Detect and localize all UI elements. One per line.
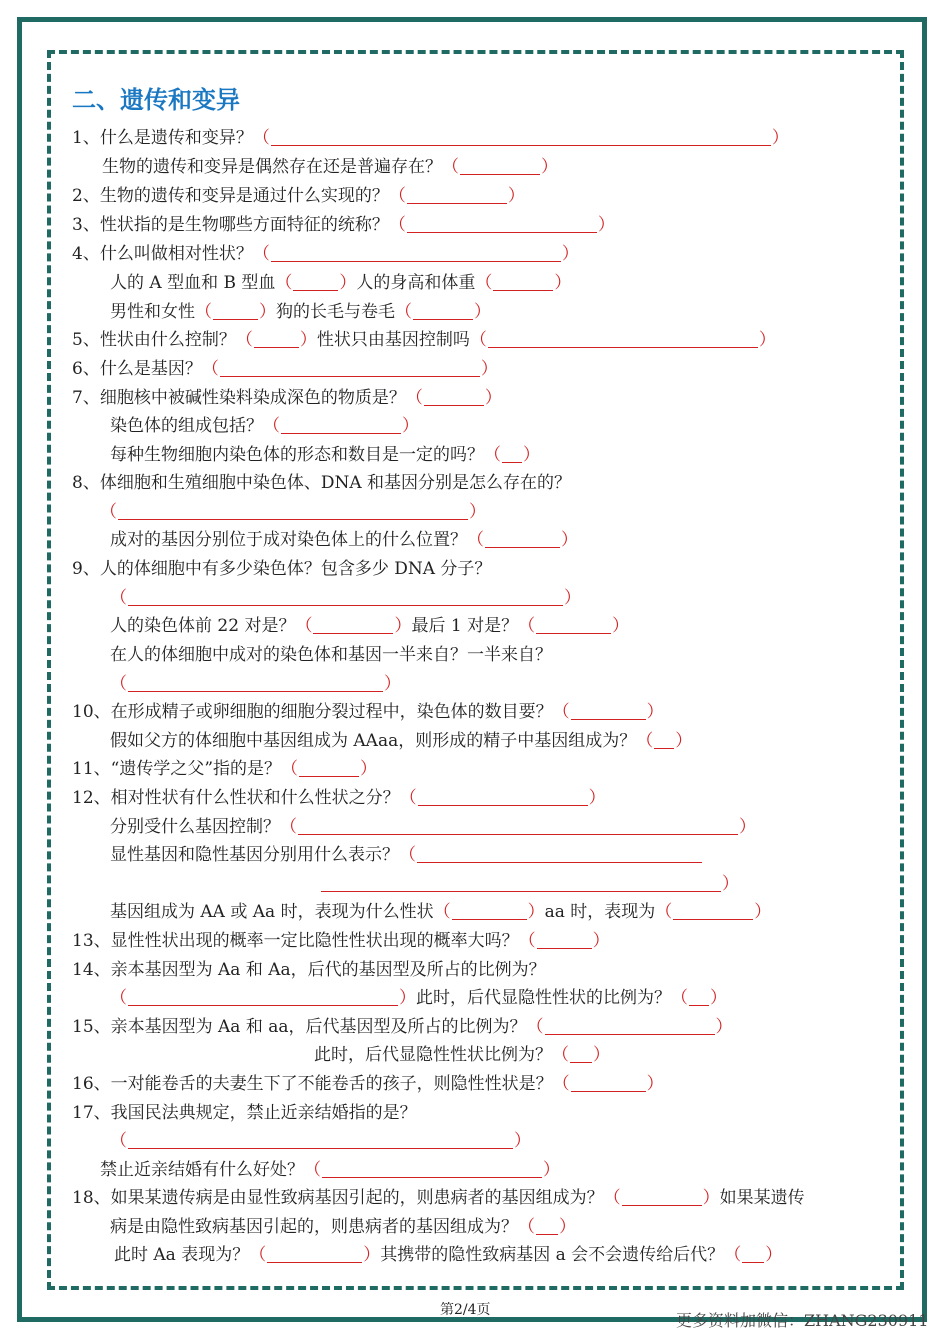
answer-paren-close: ） (299, 330, 317, 350)
answer-paren-open: （ (552, 702, 570, 722)
answer-paren-close: ） (715, 1017, 733, 1037)
answer-paren-open: （ (249, 1245, 267, 1265)
question-line (110, 300, 491, 324)
question-text: 9、人的体细胞中有多少染色体？包含多少 DNA 分子？ (72, 559, 492, 579)
question-text: 8、体细胞和生殖细胞中染色体、DNA 和基因分别是怎么存在的？ (72, 473, 572, 493)
answer-blank[interactable] (460, 156, 540, 175)
answer-paren-open: （ (671, 988, 688, 1008)
answer-paren-open: （ (263, 416, 280, 436)
answer-blank[interactable] (571, 1073, 646, 1092)
answer-paren-close: ） (739, 817, 756, 837)
question-line (72, 1015, 733, 1039)
answer-paren-open: （ (552, 1045, 569, 1065)
answer-paren-open: （ (724, 1245, 742, 1265)
question-line (72, 1186, 805, 1210)
question-line (72, 357, 498, 381)
question-line (72, 757, 377, 781)
question-line (110, 1215, 576, 1239)
question-text: 6、什么是基因？ (72, 359, 202, 379)
question-line (110, 729, 692, 753)
answer-paren-open: （ (469, 330, 487, 350)
answer-paren-close: ） (259, 302, 276, 322)
question-text: 此时 Aa 表现为？ (114, 1245, 250, 1265)
question-line (110, 414, 419, 438)
question-text: 18、如果某遗传病是由显性致病基因引起的，则患病者的基因组成为？ (72, 1188, 604, 1208)
answer-blank[interactable] (118, 501, 468, 520)
answer-paren-open: （ (252, 128, 270, 148)
question-text: 5、性状由什么控制？ (72, 330, 236, 350)
answer-paren-close: ） (564, 588, 581, 608)
answer-blank[interactable] (418, 787, 588, 806)
answer-blank[interactable] (407, 185, 507, 204)
question-line (72, 471, 571, 495)
question-line (72, 958, 546, 982)
answer-paren-open: （ (655, 902, 673, 922)
answer-paren-open: （ (484, 445, 501, 465)
answer-paren-close: ） (543, 1160, 560, 1180)
answer-paren-close: ） (593, 1045, 610, 1065)
answer-paren-open: （ (195, 302, 212, 322)
answer-blank[interactable] (622, 1187, 702, 1206)
question-line (72, 1072, 664, 1096)
answer-blank[interactable] (293, 272, 338, 291)
answer-paren-close: ） (559, 1217, 576, 1237)
question-line (100, 1158, 560, 1182)
answer-paren-close: ） (722, 874, 739, 894)
answer-paren-open: （ (252, 244, 270, 264)
question-line (72, 184, 525, 208)
answer-paren-close: ） (754, 902, 772, 922)
answer-paren-close: ） (384, 674, 401, 694)
question-text: 病是由隐性致病基因引起的，则患病者的基因组成为？ (110, 1217, 518, 1237)
question-text: 在人的体细胞中成对的染色体和基因一半来自？一半来自？ (110, 645, 552, 665)
question-text: 13、显性性状出现的概率一定比隐性性状出现的概率大吗？ (72, 931, 519, 951)
answer-paren-close: ） (399, 988, 416, 1008)
answer-paren-close: ） (480, 359, 498, 379)
answer-paren-open: （ (304, 1160, 321, 1180)
answer-blank[interactable] (254, 329, 299, 348)
question-line (110, 672, 401, 696)
question-text: 17、我国民法典规定，禁止近亲结婚指的是？ (72, 1103, 417, 1123)
answer-paren-open: （ (518, 616, 536, 636)
question-text-continued: 狗的长毛与卷毛 (276, 302, 395, 322)
question-line (72, 328, 776, 352)
question-text-continued: 此时，后代显隐性性状的比例为？ (416, 988, 671, 1008)
answer-paren-close: ） (646, 702, 664, 722)
answer-paren-close: ） (710, 988, 727, 1008)
answer-paren-close: ） (339, 273, 357, 293)
answer-paren-close: ） (402, 416, 419, 436)
question-line (72, 786, 606, 810)
answer-blank[interactable] (271, 243, 561, 262)
answer-blank[interactable] (128, 987, 398, 1006)
question-line (110, 815, 756, 839)
answer-paren-open: （ (399, 788, 417, 808)
question-text: 基因组成为 AA 或 Aa 时，表现为什么性状 (110, 902, 434, 922)
question-text: 分别受什么基因控制？ (110, 817, 280, 837)
question-text-continued: 人的身高和体重 (356, 273, 476, 293)
answer-paren-open: （ (100, 502, 117, 522)
answer-blank[interactable] (570, 1044, 592, 1063)
answer-paren-open: （ (467, 530, 484, 550)
question-text: 11、“遗传学之父”指的是？ (72, 759, 282, 779)
answer-blank[interactable] (485, 529, 560, 548)
answer-paren-close: ） (523, 445, 540, 465)
answer-blank[interactable] (128, 587, 563, 606)
answer-paren-close: ） (702, 1188, 720, 1208)
question-text: 男性和女性 (110, 302, 195, 322)
answer-blank[interactable] (322, 1159, 542, 1178)
question-text: 禁止近亲结婚有什么好处？ (100, 1160, 304, 1180)
question-line (72, 213, 615, 237)
question-line (110, 843, 703, 867)
answer-paren-close: ） (474, 302, 491, 322)
answer-paren-open: （ (281, 759, 299, 779)
question-line (110, 586, 581, 610)
answer-paren-close: ） (771, 128, 789, 148)
question-line (314, 1043, 610, 1067)
answer-paren-open: （ (110, 588, 127, 608)
answer-paren-close: ） (612, 616, 630, 636)
question-line (102, 155, 558, 179)
question-line (110, 614, 629, 638)
answer-blank[interactable] (220, 358, 480, 377)
question-text-continued: 性状只由基因控制吗 (316, 330, 470, 350)
answer-blank[interactable] (742, 1244, 764, 1263)
answer-paren-close: ） (561, 244, 579, 264)
question-text: 此时，后代显隐性性状比例为？ (314, 1045, 552, 1065)
question-text: 人的染色体前 22 对是？ (110, 616, 296, 636)
answer-paren-close: ） (507, 186, 525, 206)
answer-blank[interactable] (298, 816, 738, 835)
answer-paren-open: （ (110, 674, 127, 694)
answer-paren-open: （ (110, 988, 127, 1008)
question-line (110, 443, 540, 467)
question-text: 16、一对能卷舌的夫妻生下了不能卷舌的孩子，则隐性性状是？ (72, 1074, 553, 1094)
answer-paren-close: ） (597, 215, 615, 235)
answer-paren-open: （ (388, 215, 406, 235)
answer-blank[interactable] (417, 844, 702, 863)
question-text: 4、什么叫做相对性状？ (72, 244, 253, 264)
answer-paren-close: ） (363, 1245, 381, 1265)
answer-paren-open: （ (518, 931, 536, 951)
contact-note: 更多资料加微信：ZHANG230911 (676, 1311, 929, 1330)
question-text-continued: aa 时，表现为 (544, 902, 656, 922)
answer-blank[interactable] (488, 329, 758, 348)
question-text: 15、亲本基因型为 Aa 和 aa，后代基因型及所占的比例为？ (72, 1017, 527, 1037)
answer-blank[interactable] (452, 901, 527, 920)
answer-blank[interactable] (299, 758, 359, 777)
question-line (72, 126, 789, 150)
answer-paren-close: ） (592, 931, 610, 951)
question-text: 2、生物的遗传和变异是通过什么实现的？ (72, 186, 389, 206)
answer-paren-close: ） (588, 788, 606, 808)
answer-paren-close: ） (514, 1131, 531, 1151)
answer-paren-open: （ (201, 359, 219, 379)
question-text: 假如父方的体细胞中基因组成为 AAaa，则形成的精子中基因组成为？ (110, 731, 637, 751)
question-line (110, 271, 571, 295)
answer-paren-open: （ (603, 1188, 621, 1208)
answer-paren-open: （ (405, 388, 423, 408)
answer-paren-close: ） (469, 502, 486, 522)
answer-paren-open: （ (280, 817, 297, 837)
question-line (72, 386, 502, 410)
question-text: 14、亲本基因型为 Aa 和 Aa，后代的基因型及所占的比例为？ (72, 960, 546, 980)
answer-blank[interactable] (281, 415, 401, 434)
answer-paren-open: （ (399, 845, 416, 865)
answer-paren-open: （ (636, 731, 654, 751)
question-text-continued: 如果某遗传 (719, 1188, 805, 1208)
question-text: 成对的基因分别位于成对染色体上的什么位置？ (110, 530, 467, 550)
answer-paren-open: （ (235, 330, 253, 350)
answer-blank[interactable] (128, 1130, 513, 1149)
question-line (110, 900, 771, 924)
answer-paren-open: （ (110, 1131, 127, 1151)
question-text: 1、什么是遗传和变异？ (72, 128, 253, 148)
answer-paren-close: ） (675, 731, 693, 751)
answer-blank[interactable] (654, 730, 674, 749)
question-text: 7、细胞核中被碱性染料染成深色的物质是？ (72, 388, 406, 408)
answer-blank[interactable] (689, 987, 709, 1006)
answer-blank[interactable] (571, 701, 646, 720)
answer-paren-open: （ (442, 157, 459, 177)
answer-paren-close: ） (561, 530, 578, 550)
answer-paren-open: （ (552, 1074, 570, 1094)
answer-paren-open: （ (388, 186, 406, 206)
answer-paren-open: （ (395, 302, 412, 322)
answer-blank[interactable] (536, 615, 611, 634)
question-line (110, 986, 727, 1010)
question-text: 染色体的组成包括？ (110, 416, 263, 436)
answer-blank[interactable] (128, 673, 383, 692)
answer-blank[interactable] (313, 615, 393, 634)
question-text: 12、相对性状有什么性状和什么性状之分？ (72, 788, 400, 808)
answer-paren-open: （ (475, 273, 493, 293)
question-line (100, 500, 486, 524)
question-line (110, 1129, 531, 1153)
answer-blank[interactable] (545, 1016, 715, 1035)
question-text: 3、性状指的是生物哪些方面特征的统称？ (72, 215, 389, 235)
answer-paren-close: ） (765, 1245, 783, 1265)
answer-blank[interactable] (271, 127, 771, 146)
question-line (114, 1243, 782, 1267)
answer-blank[interactable] (267, 1244, 362, 1263)
answer-blank[interactable] (413, 301, 473, 320)
question-line (72, 242, 579, 266)
answer-paren-open: （ (526, 1017, 544, 1037)
answer-paren-open: （ (275, 273, 293, 293)
answer-paren-close: ） (484, 388, 502, 408)
answer-paren-close: ） (646, 1074, 664, 1094)
question-text: 生物的遗传和变异是偶然存在还是普遍存在？ (102, 157, 442, 177)
answer-blank[interactable] (502, 444, 522, 463)
question-line (110, 528, 578, 552)
question-text-continued: 其携带的隐性致病基因 a 会不会遗传给后代？ (380, 1245, 725, 1265)
question-line (320, 872, 739, 896)
answer-blank[interactable] (424, 387, 484, 406)
question-line (72, 929, 610, 953)
question-text: 人的 A 型血和 B 型血 (110, 273, 276, 293)
answer-paren-close: ） (541, 157, 558, 177)
answer-paren-open: （ (518, 1217, 535, 1237)
answer-blank[interactable] (536, 1216, 558, 1235)
answer-blank[interactable] (493, 272, 553, 291)
question-text-continued: 最后 1 对是？ (411, 616, 519, 636)
answer-blank[interactable] (673, 901, 753, 920)
question-text: 显性基因和隐性基因分别用什么表示？ (110, 845, 399, 865)
answer-blank[interactable] (407, 214, 597, 233)
answer-paren-close: ） (360, 759, 378, 779)
question-line (72, 557, 491, 581)
answer-paren-close: ） (527, 902, 545, 922)
page-number: 第2/4页 (440, 1302, 491, 1318)
question-line (72, 700, 664, 724)
answer-paren-open: （ (295, 616, 313, 636)
question-text: 10、在形成精子或卵细胞的细胞分裂过程中，染色体的数目要？ (72, 702, 553, 722)
answer-blank[interactable] (321, 873, 721, 892)
answer-blank[interactable] (537, 930, 592, 949)
answer-paren-close: ） (554, 273, 572, 293)
section-title: 二、遗传和变异 (72, 86, 240, 114)
question-line (110, 643, 552, 667)
answer-blank[interactable] (213, 301, 258, 320)
answer-paren-close: ） (394, 616, 412, 636)
answer-paren-open: （ (433, 902, 451, 922)
question-line (72, 1101, 417, 1125)
question-text: 每种生物细胞内染色体的形态和数目是一定的吗？ (110, 445, 484, 465)
answer-paren-close: ） (758, 330, 776, 350)
